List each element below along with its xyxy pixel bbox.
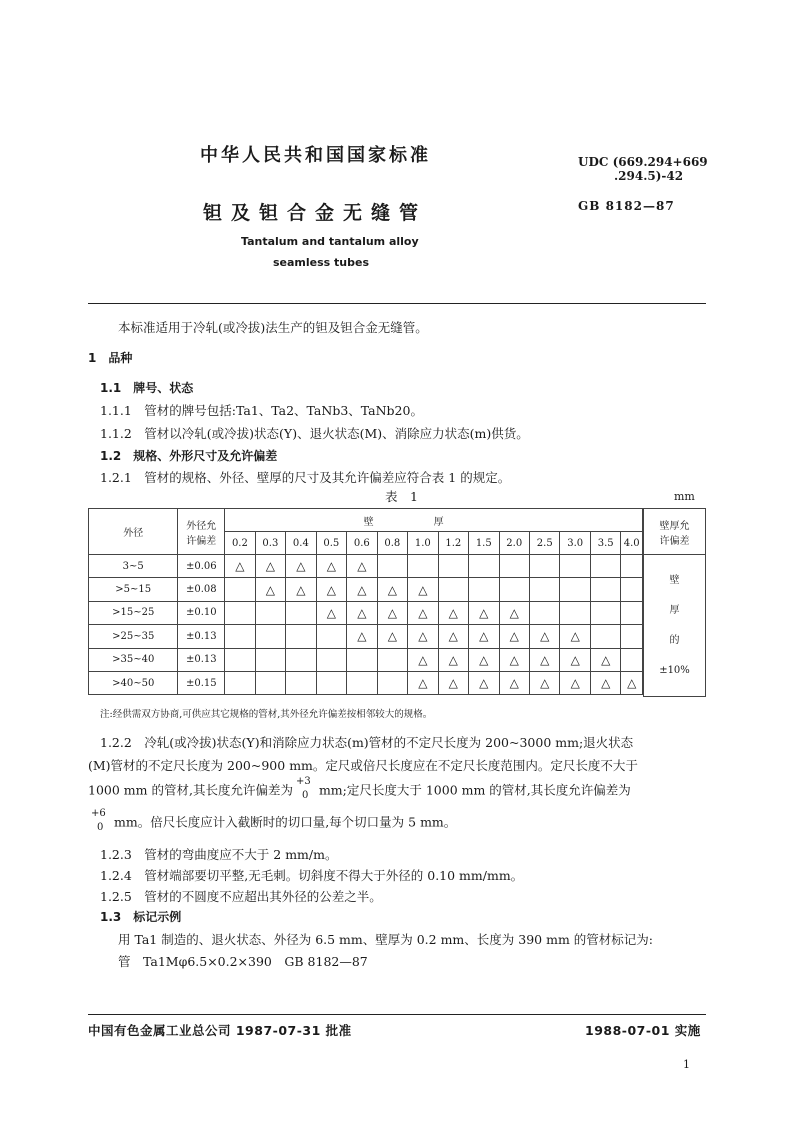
wall-size-header: 1.2 bbox=[438, 532, 468, 555]
od-range-cell: >15~25 bbox=[89, 601, 178, 624]
od-tolerance-cell: ±0.15 bbox=[178, 671, 225, 694]
od-tolerance-cell: ±0.13 bbox=[178, 648, 225, 671]
implementation-line: 1988-07-01 实施 bbox=[585, 1023, 701, 1038]
availability-mark: △ bbox=[438, 625, 468, 648]
empty-cell bbox=[469, 578, 499, 601]
wall-size-header: 0.8 bbox=[377, 532, 407, 555]
empty-cell bbox=[316, 671, 346, 694]
od-range-cell: >40~50 bbox=[89, 671, 178, 694]
empty-cell bbox=[621, 601, 643, 624]
availability-mark: △ bbox=[499, 625, 529, 648]
empty-cell bbox=[621, 578, 643, 601]
empty-cell bbox=[499, 555, 529, 578]
wall-size-header: 0.4 bbox=[286, 532, 316, 555]
empty-cell bbox=[225, 601, 255, 624]
wall-size-header: 3.5 bbox=[590, 532, 620, 555]
empty-cell bbox=[316, 625, 346, 648]
empty-cell bbox=[621, 555, 643, 578]
availability-mark: △ bbox=[590, 671, 620, 694]
wall-size-header: 1.5 bbox=[469, 532, 499, 555]
intro-paragraph: 本标准适用于冷轧(或冷拔)法生产的钽及钽合金无缝管。 bbox=[118, 320, 428, 335]
empty-cell bbox=[347, 671, 377, 694]
empty-cell bbox=[286, 671, 316, 694]
document-title-cn: 钽及钽合金无缝管 bbox=[203, 202, 428, 224]
empty-cell bbox=[499, 578, 529, 601]
empty-cell bbox=[225, 671, 255, 694]
od-range-cell: 3~5 bbox=[89, 555, 178, 578]
availability-mark: △ bbox=[469, 625, 499, 648]
footer-rule bbox=[88, 1014, 706, 1015]
empty-cell bbox=[225, 625, 255, 648]
empty-cell bbox=[377, 648, 407, 671]
empty-cell bbox=[438, 555, 468, 578]
wall-tol-char-1: 壁 bbox=[669, 574, 680, 586]
wall-size-header: 0.6 bbox=[347, 532, 377, 555]
availability-mark: △ bbox=[590, 648, 620, 671]
empty-cell bbox=[590, 601, 620, 624]
availability-mark: △ bbox=[255, 555, 285, 578]
empty-cell bbox=[530, 555, 560, 578]
empty-cell bbox=[255, 671, 285, 694]
empty-cell bbox=[316, 648, 346, 671]
table-row bbox=[89, 601, 643, 624]
availability-mark: △ bbox=[316, 578, 346, 601]
availability-mark: △ bbox=[316, 555, 346, 578]
od-tolerance-cell: ±0.08 bbox=[178, 578, 225, 601]
table-unit: mm bbox=[674, 490, 695, 503]
availability-mark: △ bbox=[347, 578, 377, 601]
availability-mark: △ bbox=[408, 625, 438, 648]
empty-cell bbox=[590, 555, 620, 578]
wall-tol-char-3: 的 bbox=[669, 634, 680, 646]
standard-title: 中华人民共和国国家标准 bbox=[200, 145, 431, 166]
section-1-2-2-line4: +6 0 mm。倍尺长度应计入截断时的切口量,每个切口量为 5 mm。 bbox=[91, 808, 457, 833]
wall-size-header: 0.5 bbox=[316, 532, 346, 555]
availability-mark: △ bbox=[408, 671, 438, 694]
availability-mark: △ bbox=[530, 625, 560, 648]
udc-code-line1: UDC (669.294+669 bbox=[578, 155, 708, 169]
empty-cell bbox=[560, 601, 590, 624]
od-range-cell: >5~15 bbox=[89, 578, 178, 601]
availability-mark: △ bbox=[469, 601, 499, 624]
wall-size-header: 3.0 bbox=[560, 532, 590, 555]
section-1-3-heading: 1.3 标记示例 bbox=[100, 910, 182, 924]
availability-mark: △ bbox=[621, 671, 643, 694]
od-range-cell: >35~40 bbox=[89, 648, 178, 671]
header-wall-thickness: 壁厚 bbox=[225, 509, 643, 532]
availability-mark: △ bbox=[316, 601, 346, 624]
section-1-2-heading: 1.2 规格、外形尺寸及允许偏差 bbox=[100, 449, 278, 463]
availability-mark: △ bbox=[255, 578, 285, 601]
section-1-2-5: 1.2.5 管材的不圆度不应超出其外径的公差之半。 bbox=[100, 889, 382, 904]
availability-mark: △ bbox=[408, 648, 438, 671]
empty-cell bbox=[286, 601, 316, 624]
length-tolerance-2: +6 0 bbox=[91, 808, 106, 833]
empty-cell bbox=[255, 625, 285, 648]
od-tolerance-cell: ±0.10 bbox=[178, 601, 225, 624]
availability-mark: △ bbox=[377, 625, 407, 648]
empty-cell bbox=[590, 578, 620, 601]
availability-mark: △ bbox=[499, 648, 529, 671]
wall-tolerance-cell bbox=[644, 555, 706, 697]
availability-mark: △ bbox=[347, 625, 377, 648]
empty-cell bbox=[560, 555, 590, 578]
availability-mark: △ bbox=[469, 671, 499, 694]
table-row bbox=[89, 555, 643, 578]
empty-cell bbox=[621, 648, 643, 671]
section-1-2-1: 1.2.1 管材的规格、外径、壁厚的尺寸及其允许偏差应符合表 1 的规定。 bbox=[100, 470, 511, 485]
length-tolerance-1: +3 0 bbox=[295, 776, 311, 801]
empty-cell bbox=[255, 648, 285, 671]
availability-mark: △ bbox=[530, 648, 560, 671]
wall-size-header: 2.5 bbox=[530, 532, 560, 555]
empty-cell bbox=[438, 578, 468, 601]
availability-mark: △ bbox=[377, 601, 407, 624]
availability-mark: △ bbox=[469, 648, 499, 671]
wall-size-header: 0.2 bbox=[225, 532, 255, 555]
wall-size-header: 4.0 bbox=[621, 532, 643, 555]
section-1-2-3: 1.2.3 管材的弯曲度应不大于 2 mm/m。 bbox=[100, 847, 338, 862]
section-1-heading: 1 品种 bbox=[88, 351, 133, 365]
wall-size-header: 2.0 bbox=[499, 532, 529, 555]
empty-cell bbox=[255, 601, 285, 624]
section-1-1-heading: 1.1 牌号、状态 bbox=[100, 381, 194, 395]
availability-mark: △ bbox=[499, 601, 529, 624]
availability-mark: △ bbox=[408, 578, 438, 601]
document-title-en-line2: seamless tubes bbox=[273, 256, 370, 269]
wall-size-header: 1.0 bbox=[408, 532, 438, 555]
availability-mark: △ bbox=[286, 578, 316, 601]
empty-cell bbox=[286, 625, 316, 648]
empty-cell bbox=[347, 648, 377, 671]
table-row bbox=[89, 625, 643, 648]
availability-mark: △ bbox=[438, 648, 468, 671]
availability-mark: △ bbox=[499, 671, 529, 694]
table-row bbox=[89, 648, 643, 671]
availability-mark: △ bbox=[408, 601, 438, 624]
empty-cell bbox=[560, 578, 590, 601]
empty-cell bbox=[225, 578, 255, 601]
header-wall-tolerance: 壁厚允 许偏差 bbox=[644, 509, 706, 555]
section-1-2-2-line2: (M)管材的不定尺长度为 200~900 mm。定尺或倍尺长度应在不定尺长度范围内。定尺长度不大于 bbox=[88, 758, 638, 773]
page-number: 1 bbox=[683, 1058, 690, 1071]
section-1-3-marking: 管 Ta1Mφ6.5×0.2×390 GB 8182—87 bbox=[118, 954, 368, 969]
empty-cell bbox=[286, 648, 316, 671]
wall-tol-value: ±10% bbox=[659, 664, 690, 676]
availability-mark: △ bbox=[560, 648, 590, 671]
udc-code-line2: .294.5)-42 bbox=[614, 169, 684, 183]
availability-mark: △ bbox=[286, 555, 316, 578]
empty-cell bbox=[225, 648, 255, 671]
wall-size-header: 0.3 bbox=[255, 532, 285, 555]
empty-cell bbox=[469, 555, 499, 578]
table-row bbox=[89, 578, 643, 601]
section-1-1-2: 1.1.2 管材以冷轧(或冷拔)状态(Y)、退火状态(M)、消除应力状态(m)供货。 bbox=[100, 426, 529, 441]
empty-cell bbox=[377, 671, 407, 694]
od-range-cell: >25~35 bbox=[89, 625, 178, 648]
section-1-1-1: 1.1.1 管材的牌号包括:Ta1、Ta2、TaNb3、TaNb20。 bbox=[100, 403, 423, 418]
empty-cell bbox=[621, 625, 643, 648]
header-od: 外径 bbox=[89, 509, 178, 555]
spec-table bbox=[88, 508, 643, 695]
table-caption: 表 1 bbox=[385, 489, 418, 504]
approval-line: 中国有色金属工业总公司 1987-07-31 批准 bbox=[88, 1023, 352, 1038]
section-1-2-2-line1: 1.2.2 冷轧(或冷拔)状态(Y)和消除应力状态(m)管材的不定尺长度为 200~3000 mm;退火状态 bbox=[100, 735, 634, 750]
availability-mark: △ bbox=[347, 601, 377, 624]
availability-mark: △ bbox=[438, 671, 468, 694]
header-od-tolerance: 外径允 许偏差 bbox=[178, 509, 225, 555]
section-1-2-2-line3: 1000 mm 的管材,其长度允许偏差为 +3 0 mm;定尺长度大于 1000 mm 的管材,其长度允许偏差为 bbox=[88, 776, 631, 801]
gb-code: GB 8182—87 bbox=[578, 199, 675, 213]
availability-mark: △ bbox=[438, 601, 468, 624]
wall-tol-char-2: 厚 bbox=[669, 604, 680, 616]
wall-tolerance-table bbox=[643, 508, 706, 697]
empty-cell bbox=[377, 555, 407, 578]
empty-cell bbox=[590, 625, 620, 648]
empty-cell bbox=[408, 555, 438, 578]
availability-mark: △ bbox=[560, 671, 590, 694]
od-tolerance-cell: ±0.13 bbox=[178, 625, 225, 648]
availability-mark: △ bbox=[225, 555, 255, 578]
availability-mark: △ bbox=[560, 625, 590, 648]
table-row bbox=[89, 671, 643, 694]
empty-cell bbox=[530, 601, 560, 624]
od-tolerance-cell: ±0.06 bbox=[178, 555, 225, 578]
document-title-en-line1: Tantalum and tantalum alloy bbox=[241, 235, 419, 248]
availability-mark: △ bbox=[530, 671, 560, 694]
table-note: 注:经供需双方协商,可供应其它规格的管材,其外径允许偏差按相邻较大的规格。 bbox=[100, 709, 433, 720]
header-rule bbox=[88, 303, 706, 304]
section-1-3-text: 用 Ta1 制造的、退火状态、外径为 6.5 mm、壁厚为 0.2 mm、长度为 390 mm 的管材标记为: bbox=[118, 932, 653, 947]
availability-mark: △ bbox=[377, 578, 407, 601]
availability-mark: △ bbox=[347, 555, 377, 578]
spec-body bbox=[89, 555, 643, 695]
section-1-2-4: 1.2.4 管材端部要切平整,无毛刺。切斜度不得大于外径的 0.10 mm/mm。 bbox=[100, 868, 524, 883]
empty-cell bbox=[530, 578, 560, 601]
